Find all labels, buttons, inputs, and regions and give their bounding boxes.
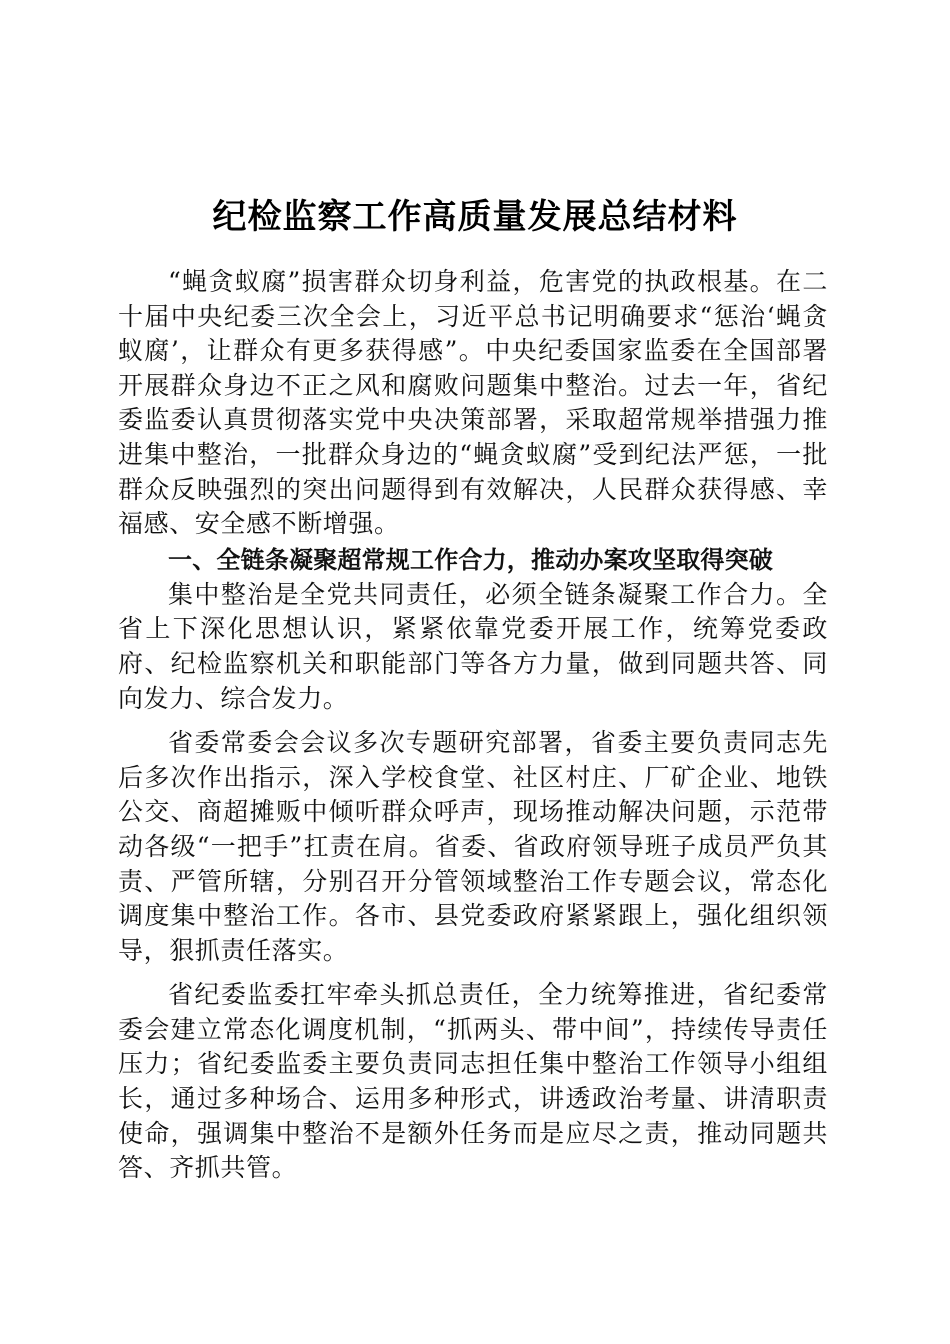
section-heading: 一、全链条凝聚超常规工作合力，推动办案攻坚取得突破 xyxy=(168,545,773,574)
document-body xyxy=(118,265,828,1186)
document-title: 纪检监察工作高质量发展总结材料 xyxy=(212,197,738,237)
paragraph-gap xyxy=(118,716,828,726)
section-paragraph-1: 集中整治是全党共同责任，必须全链条凝聚工作合力。全省上下深化思想认识，紧紧依靠党委开展工作，统筹党委政府、纪检监察机关和职能部门等各方力量，做到同题共答、同向发力、综合发力。 xyxy=(118,579,828,713)
intro-paragraph: “蝇贪蚁腐”损害群众切身利益，危害党的执政根基。在二十届中央纪委三次全会上，习近平总书记明确要求“惩治‘蝇贪蚁腐’，让群众有更多获得感”。中央纪委国家监委在全国部署开展群众身边不正之风和腐败问题集中整治。过去一年，省纪委监委认真贯彻落实党中央决策部署，采取超常规举措强力推进集中整治，一批群众身边的“蝇贪蚁腐”受到纪法严惩，一批群众反映强烈的突出问题得到有效解决，人民群众获得感、幸福感、安全感不断增强。 xyxy=(118,267,828,539)
section-paragraph-2: 省委常委会会议多次专题研究部署，省委主要负责同志先后多次作出指示，深入学校食堂、社区村庄、厂矿企业、地铁公交、商超摊贩中倾听群众呼声，现场推动解决问题，示范带动各级“一把手”扛责在肩。省委、省政府领导班子成员严负其责、严管所辖，分别召开分管领域整治工作专题会议，常态化调度集中整治工作。各市、县党委政府紧紧跟上，强化组织领导，狠抓责任落实。 xyxy=(118,728,828,965)
paragraph-gap xyxy=(118,968,828,978)
section-paragraph-3: 省纪委监委扛牢牵头抓总责任，全力统筹推进，省纪委常委会建立常态化调度机制，“抓两头、带中间”，持续传导责任压力；省纪委监委主要负责同志担任集中整治工作领导小组组长，通过多种场合、运用多种形式，讲透政治考量、讲清职责使命，强调集中整治不是额外任务而是应尽之责，推动同题共答、齐抓共管。 xyxy=(118,980,828,1183)
